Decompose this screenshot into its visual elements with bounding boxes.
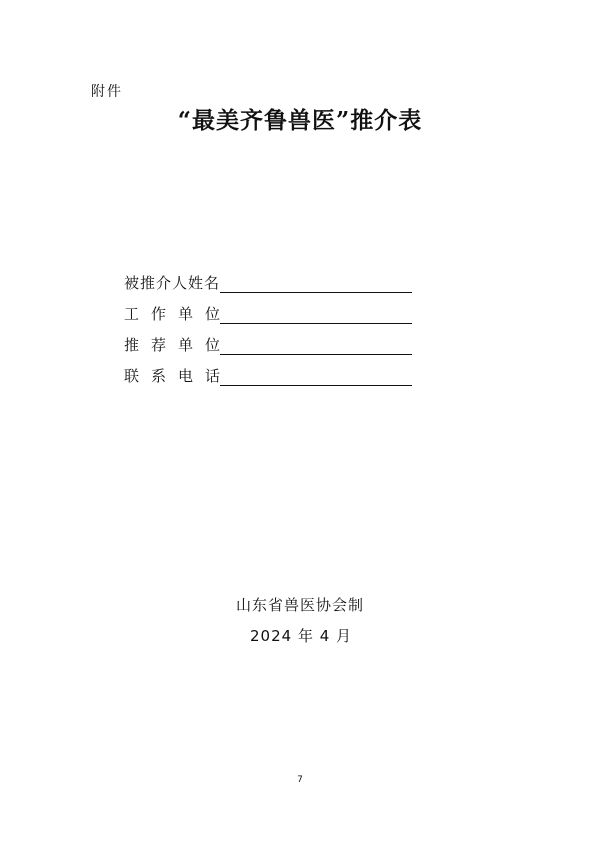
field-label-contact-phone: 联系电话 (124, 367, 233, 385)
form-fields (124, 262, 412, 386)
field-row-nominee-name (124, 262, 412, 293)
document-title: “最美齐鲁兽医”推介表 (177, 107, 423, 134)
page-number: 7 (297, 775, 303, 785)
field-line-nominee-name[interactable] (220, 272, 412, 293)
attachment-label: 附件 (91, 84, 123, 100)
field-row-work-unit (124, 293, 412, 324)
field-line-recommending-unit[interactable] (220, 334, 412, 355)
issuing-organization: 山东省兽医协会制 (235, 596, 364, 614)
field-row-recommending-unit (124, 324, 412, 355)
field-line-contact-phone[interactable] (220, 365, 412, 386)
field-label-recommending-unit: 推荐单位 (124, 336, 233, 354)
field-label-nominee-name: 被推介人姓名 (124, 274, 221, 292)
field-row-contact-phone (124, 355, 412, 386)
issue-date: 2024 年 4 月 (250, 627, 353, 645)
field-line-work-unit[interactable] (220, 303, 412, 324)
field-label-work-unit: 工作单位 (124, 305, 233, 323)
